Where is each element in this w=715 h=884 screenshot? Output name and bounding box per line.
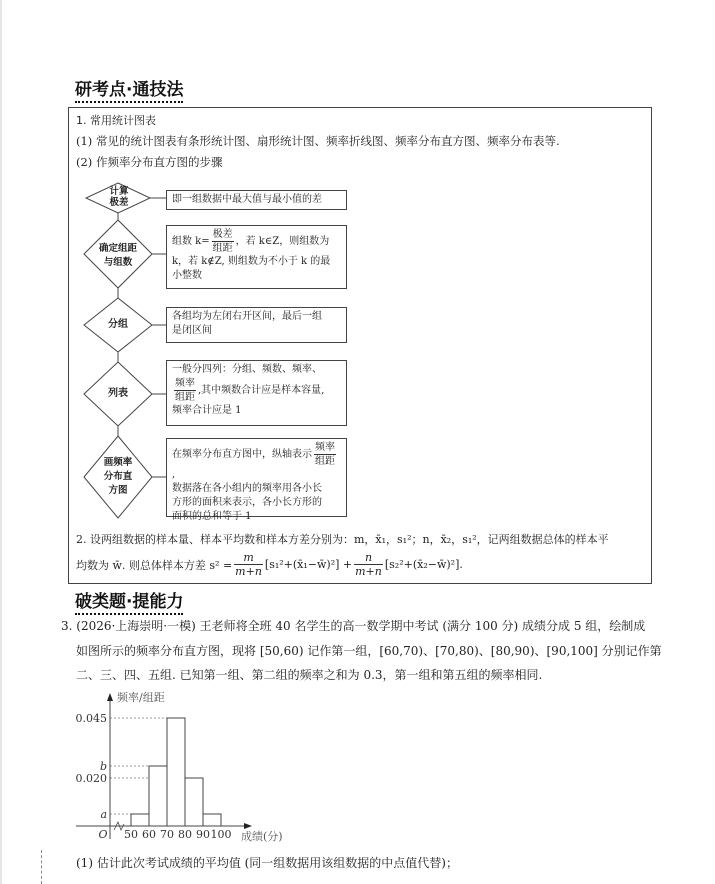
y-tick-label: b xyxy=(99,760,107,773)
step-5-label-line: 方图 xyxy=(108,485,128,496)
step-3-desc-line: 各组均为左闭右开区间，最后一组 xyxy=(172,311,322,322)
step-5-desc-line: 数据落在各小组内的频率用各小长 xyxy=(172,483,322,494)
histogram-bar xyxy=(185,778,203,826)
fraction-denominator: m+n xyxy=(355,565,382,578)
box-line-2: (2) 作频率分布直方图的步骤 xyxy=(76,155,223,169)
step-3-label-line: 分组 xyxy=(108,319,128,330)
question-line-2: 如图所示的频率分布直方图，现将 [50,60) 记作第一组，[60,70)、[70,80)、[80,90)、[90,100] 分别记作第 xyxy=(76,644,662,658)
frequency-histogram xyxy=(60,685,320,843)
fraction-denominator: 组距 xyxy=(315,456,335,467)
step-1-label xyxy=(100,186,138,208)
x-tick-label: 60 xyxy=(142,828,156,841)
step-4-label-line: 列表 xyxy=(108,388,128,399)
fraction-numerator: n xyxy=(354,551,383,565)
step-5-desc-line: 方形的面积来表示，各小长方形的 xyxy=(172,497,322,508)
formula-line-2 xyxy=(76,551,463,578)
x-tick-label: 50 xyxy=(124,828,138,841)
fraction-range-over-width xyxy=(212,228,234,255)
x-tick-label: 100 xyxy=(210,828,232,841)
fraction-m-over-mn xyxy=(234,551,263,578)
step-4-desc-c: 频率合计应是 1 xyxy=(172,405,242,416)
step-2-label xyxy=(90,242,146,270)
step-1-label-line: 计算 xyxy=(109,186,129,197)
step-5-label-line: 画频率 xyxy=(103,457,133,468)
fraction-numerator: 频率 xyxy=(315,442,335,453)
page-left-edge xyxy=(0,0,2,884)
x-axis-arrow-icon xyxy=(244,823,252,829)
fraction-denominator: m+n xyxy=(235,565,262,578)
step-5-desc-a: 在频率分布直方图中，纵轴表示 xyxy=(172,449,312,460)
step-1-desc-text: 即一组数据中最大值与最小值的差 xyxy=(172,194,322,205)
y-axis-arrow-icon xyxy=(107,693,113,701)
step-2-label-line: 与组数 xyxy=(103,257,133,268)
question-line-1: 3. (2026·上海崇明·一模) 王老师将全班 40 名学生的高一数学期中考试 (满分 100 分) 成绩分成 5 组，绘制成 xyxy=(61,619,646,633)
fraction-numerator: m xyxy=(234,551,263,565)
step-2-desc-a: 组数 k= xyxy=(172,236,210,247)
formula-prefix: 均数为 w̄. 则总体样本方差 s² = xyxy=(76,558,233,572)
step-4-desc-b: ,其中频数合计应是样本容量, xyxy=(198,385,325,396)
step-2-desc-b: ，若 k∈Z，则组数为 xyxy=(235,236,330,247)
x-tick-label: 90 xyxy=(196,828,210,841)
histogram-bar xyxy=(203,814,221,826)
step-5-label-line: 分布直 xyxy=(103,471,133,482)
fraction-numerator: 极差 xyxy=(212,229,233,240)
y-tick-label: 0.045 xyxy=(75,712,107,725)
step-4-desc-line: 一般分四列：分组、频数、频率、 xyxy=(172,364,322,375)
histogram-bar xyxy=(167,718,185,826)
step-2-desc-d: 小整数 xyxy=(172,270,202,281)
x-tick-label: 80 xyxy=(178,828,192,841)
question-line-3: 二、三、四、五组. 已知第一组、第二组的频率之和为 0.3，第一组和第五组的频率相同. xyxy=(76,668,543,682)
y-tick-label: a xyxy=(100,808,107,821)
box-heading: 1. 常用统计图表 xyxy=(76,114,156,127)
step-2-label-line: 确定组距 xyxy=(98,243,137,254)
fraction-denominator: 组距 xyxy=(175,392,195,403)
step-5-desc xyxy=(166,438,347,522)
step-4-label xyxy=(98,387,138,401)
section-title-practice: 破类题·提能力 xyxy=(75,592,183,615)
formula-line-1: 2. 设两组数据的样本量、样本平均数和样本方差分别为：m，x̄₁，s₁²；n，x̄₂，s₁²，记两组数据总体的样本平 xyxy=(76,533,609,546)
step-3-desc-line: 是闭区间 xyxy=(172,325,212,336)
box-line-1: (1) 常见的统计图表有条形统计图、扇形统计图、频率折线图、频率分布直方图、频率分布表等. xyxy=(76,134,560,148)
section-title-study: 研考点·通技法 xyxy=(75,80,183,103)
step-4-desc xyxy=(166,360,347,426)
x-tick-label: 70 xyxy=(160,828,174,841)
step-1-label-line: 极差 xyxy=(109,197,129,208)
fraction-numerator: 频率 xyxy=(175,378,195,389)
histogram-bar xyxy=(149,766,167,826)
step-2-desc xyxy=(166,225,347,289)
y-axis-label: 频率/组距 xyxy=(117,691,165,704)
x-axis-label: 成绩(分) xyxy=(241,830,283,843)
subquestion-1: (1) 估计此次考试成绩的平均值 (同一组数据用该组数据的中点值代替)； xyxy=(76,856,458,870)
step-5-label xyxy=(96,456,140,498)
formula-bracket-2: [s₂²+(x̄₂−w̄)²]. xyxy=(384,558,463,571)
step-2-desc-c: k，若 k∉Z, 则组数为不小于 k 的最 xyxy=(172,256,331,267)
fraction-freq-over-width xyxy=(314,441,336,468)
origin-label: O xyxy=(98,828,108,841)
step-3-desc xyxy=(166,307,347,343)
fraction-denominator: 组距 xyxy=(212,243,233,254)
step-1-desc xyxy=(166,190,347,210)
formula-bracket-1: [s₁²+(x̄₁−w̄)²] + xyxy=(264,558,353,571)
step-3-label xyxy=(98,318,138,332)
fraction-n-over-mn xyxy=(354,551,383,578)
y-tick-label: 0.020 xyxy=(75,772,107,785)
step-5-desc-line: 面积的总和等于 1 xyxy=(172,511,252,522)
margin-dashed-line xyxy=(41,850,42,884)
histogram-bar xyxy=(131,814,149,826)
fraction-freq-over-width xyxy=(174,377,196,404)
step-5-desc-b: , xyxy=(172,469,176,480)
